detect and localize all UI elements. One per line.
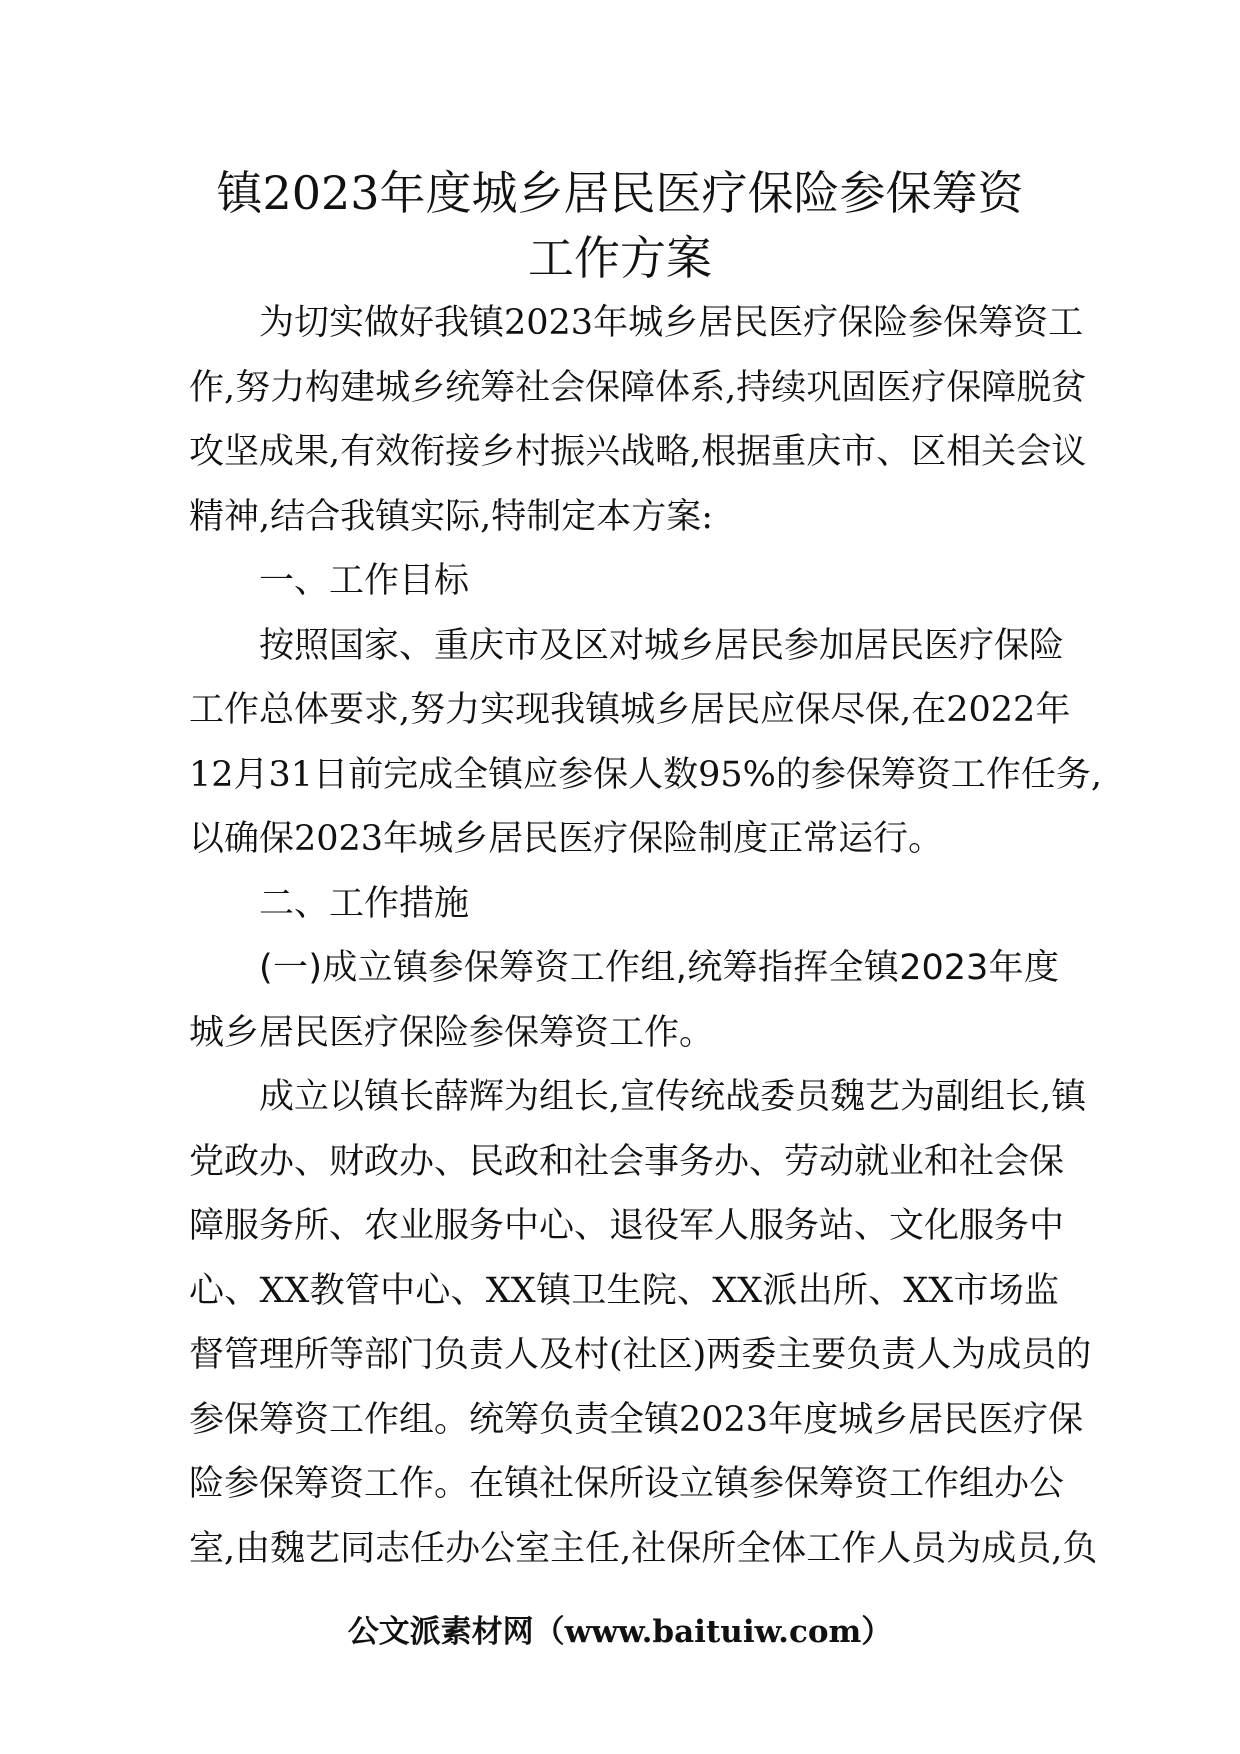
paragraph-subheading-line: 城乡居民医疗保险参保筹资工作。 <box>189 1012 715 1053</box>
footer-watermark-text: 公文派素材网（www.baituiw.com） <box>347 1614 893 1650</box>
paragraph-group-line: 成立以镇长薛辉为组长,宣传统战委员魏艺为副组长,镇 <box>259 1077 1087 1117</box>
paragraph-group-line: 参保筹资工作组。统筹负责全镇2023年度城乡居民医疗保 <box>189 1399 1084 1440</box>
paragraph-goals-line: 12月31日前完成全镇应参保人数95%的参保筹资工作任务, <box>189 754 1102 795</box>
paragraph-group-line: 党政办、财政办、民政和社会事务办、劳动就业和社会保 <box>189 1141 1065 1182</box>
paragraph-goals-line: 以确保2023年城乡居民医疗保险制度正常运行。 <box>189 819 944 859</box>
section-heading-measures: 二、工作措施 <box>259 883 470 924</box>
paragraph-intro-line: 精神,结合我镇实际,特制定本方案: <box>189 496 714 537</box>
document-title-line-1: 镇2023年度城乡居民医疗保险参保筹资 <box>216 166 1024 220</box>
paragraph-group-line: 督管理所等部门负责人及村(社区)两委主要负责人为成员的 <box>189 1335 1092 1375</box>
paragraph-intro-line: 攻坚成果,有效衔接乡村振兴战略,根据重庆市、区相关会议 <box>189 432 1087 472</box>
paragraph-goals-line: 工作总体要求,努力实现我镇城乡居民应保尽保,在2022年 <box>189 690 1071 730</box>
document-title-line-2: 工作方案 <box>528 231 712 285</box>
paragraph-group-line: 室,由魏艺同志任办公室主任,社保所全体工作人员为成员,负 <box>189 1528 1098 1569</box>
paragraph-group-line: 障服务所、农业服务中心、退役军人服务站、文化服务中 <box>189 1206 1065 1246</box>
paragraph-group-line: 心、XX教管中心、XX镇卫生院、XX派出所、XX市场监 <box>189 1270 1059 1311</box>
paragraph-intro-line: 为切实做好我镇2023年城乡居民医疗保险参保筹资工 <box>259 303 1084 343</box>
paragraph-group-line: 险参保筹资工作。在镇社保所设立镇参保筹资工作组办公 <box>189 1464 1065 1504</box>
section-heading-goals: 一、工作目标 <box>259 561 470 601</box>
paragraph-intro-line: 作,努力构建城乡统筹社会保障体系,持续巩固医疗保障脱贫 <box>189 367 1087 408</box>
paragraph-goals-line: 按照国家、重庆市及区对城乡居民参加居民医疗保险 <box>259 625 1065 666</box>
document-body <box>189 291 1102 1581</box>
paragraph-subheading-line: (一)成立镇参保筹资工作组,统筹指挥全镇2023年度 <box>259 948 1059 988</box>
